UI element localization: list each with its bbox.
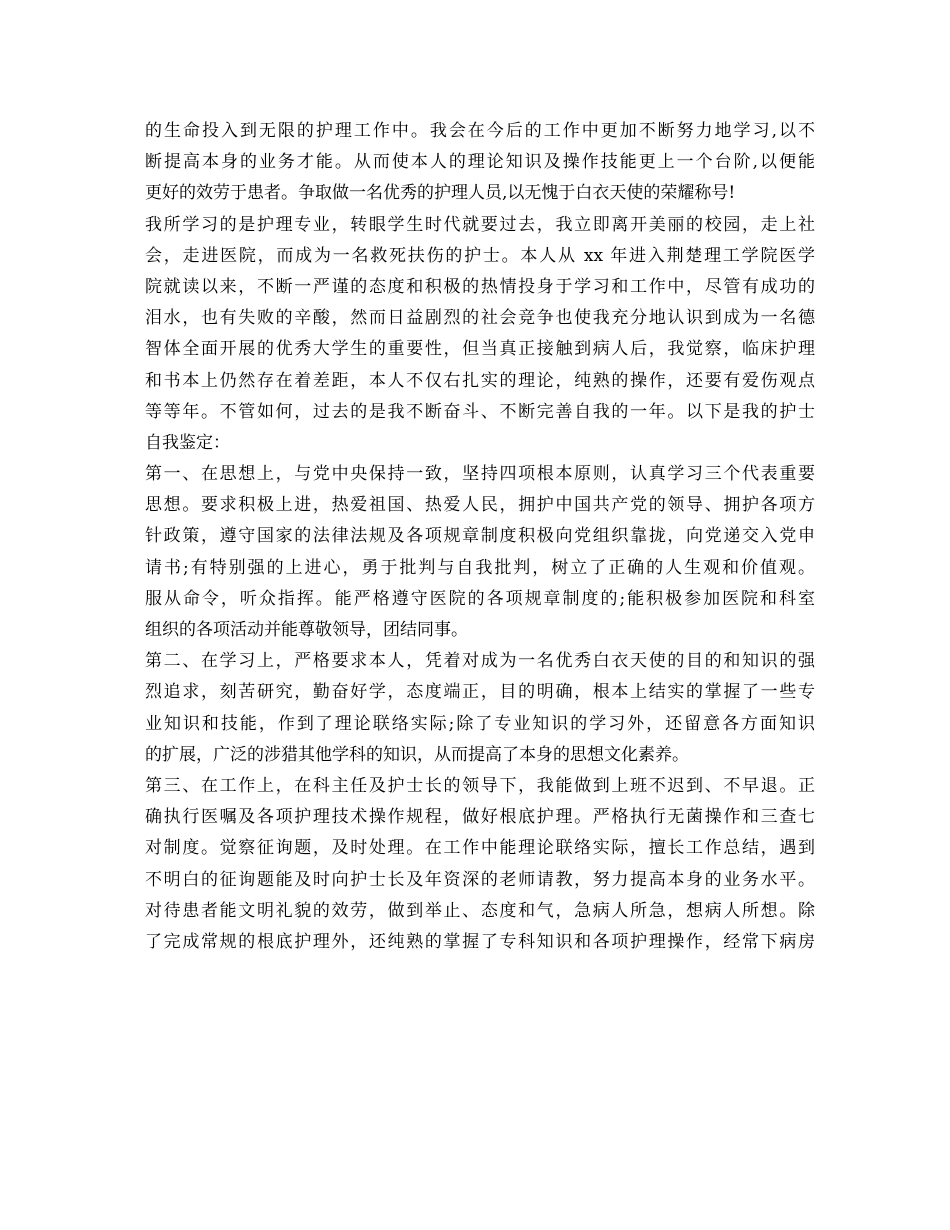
document-body <box>145 116 815 958</box>
text-line: 智体全面开展的优秀大学生的重要性，但当真正接触到病人后，我觉察，临床护理 <box>145 339 815 360</box>
text-line: 对制度。觉察征询题，及时处理。在工作中能理论联络实际，擅长工作总结，遇到 <box>145 838 815 859</box>
text-line: 我所学习的是护理专业，转眼学生时代就要过去，我立即离开美丽的校园，走上社 <box>145 214 815 235</box>
text-line: 针政策，遵守国家的法律法规及各项规章制度积极向党组织靠拢，向党递交入党申 <box>145 526 815 547</box>
text-line: 的扩展，广泛的涉猎其他学科的知识，从而提高了本身的思想文化素养。 <box>145 744 689 765</box>
text-line: 第二、在学习上，严格要求本人，凭着对成为一名优秀白衣天使的目的和知识的强 <box>145 651 815 672</box>
text-line: 等等年。不管如何，过去的是我不断奋斗、不断完善自我的一年。以下是我的护士 <box>145 401 815 422</box>
text-line: 确执行医嘱及各项护理技术操作规程，做好根底护理。严格执行无菌操作和三查七 <box>145 807 815 828</box>
text-line: 请书;有特别强的上进心，勇于批判与自我批判，树立了正确的人生观和价值观。 <box>145 557 815 578</box>
text-line: 烈追求，刻苦研究，勤奋好学，态度端正，目的明确，根本上结实的掌握了一些专 <box>145 682 815 703</box>
text-line: 的生命投入到无限的护理工作中。我会在今后的工作中更加不断努力地学习,以不 <box>145 121 815 141</box>
text-line: 更好的效劳于患者。争取做一名优秀的护理人员,以无愧于白衣天使的荣耀称号! <box>145 183 736 204</box>
text-line: 和书本上仍然存在着差距，本人不仅右扎实的理论，纯熟的操作，还要有爱伤观点 <box>145 370 815 391</box>
text-line: 服从命令，听众指挥。能严格遵守医院的各项规章制度的;能积极参加医院和科室 <box>145 588 815 609</box>
text-line: 不明白的征询题能及时向护士长及年资深的老师请教，努力提高本身的业务水平。 <box>145 869 815 890</box>
text-line: 自我鉴定： <box>145 432 230 453</box>
text-line: 对待患者能文明礼貌的效劳，做到举止、态度和气，急病人所急，想病人所想。除 <box>145 900 815 921</box>
text-line: 泪水，也有失败的辛酸，然而日益剧烈的社会竞争也使我充分地认识到成为一名德 <box>145 308 815 329</box>
text-line: 会，走进医院，而成为一名救死扶伤的护士。本人从 xx 年进入荆楚理工学院医学 <box>145 245 815 266</box>
text-line: 院就读以来，不断一严谨的态度和积极的热情投身于学习和工作中，尽管有成功的 <box>145 276 815 297</box>
text-line: 第一、在思想上，与党中央保持一致，坚持四项根本原则，认真学习三个代表重要 <box>145 464 815 485</box>
text-line: 了完成常规的根底护理外，还纯熟的掌握了专科知识和各项护理操作，经常下病房 <box>145 931 815 952</box>
text-line: 第三、在工作上，在科主任及护士长的领导下，我能做到上班不迟到、不早退。正 <box>145 775 815 796</box>
text-line: 思想。要求积极上进，热爱祖国、热爱人民，拥护中国共产党的领导、拥护各项方 <box>145 495 815 516</box>
text-line: 断提高本身的业务才能。从而使本人的理论知识及操作技能更上一个台阶,以便能 <box>145 152 815 173</box>
text-line: 业知识和技能，作到了理论联络实际;除了专业知识的学习外，还留意各方面知识 <box>145 713 815 734</box>
text-line: 组织的各项活动并能尊敬领导，团结同事。 <box>145 620 468 640</box>
